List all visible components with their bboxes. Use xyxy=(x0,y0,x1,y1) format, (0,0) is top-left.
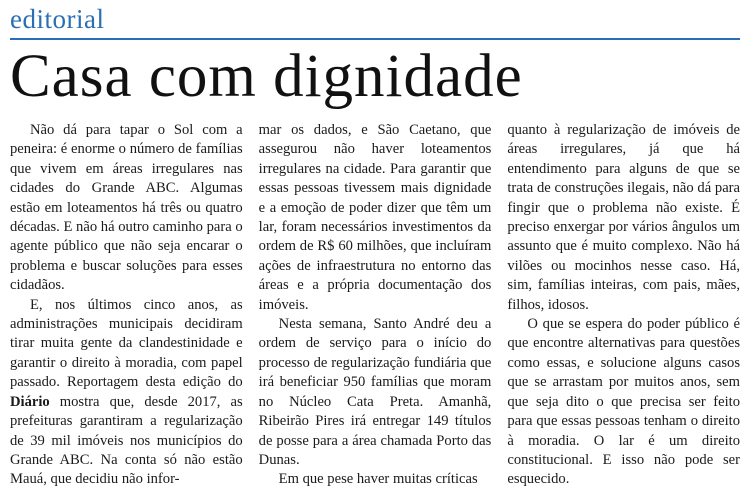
article-body xyxy=(10,121,741,488)
column-3 xyxy=(507,121,741,488)
section-label: editorial xyxy=(10,4,105,34)
paragraph-text: E, nos últimos cinco anos, as administrações municipais decidiram tirar muita gente da clandestinidade e garantir o direito à moradia, com papel passado. Reportagem desta edição do xyxy=(10,296,243,391)
paragraph xyxy=(10,296,243,490)
column-2 xyxy=(258,121,492,488)
paragraph: quanto à regularização de imóveis de áreas irregulares, já que há entendimento para alguns de que se trata de construções ilegais, não dá para fingir que o problema não existe. É preciso enxergar por vários ângulos um assunto que é muito complexo. Não há vilões ou mocinhos nesse caso. Há, sim, famílias inteiras, com pais, mães, filhos, idosos. xyxy=(507,122,741,313)
section-rule xyxy=(10,38,740,40)
column-1 xyxy=(10,121,243,488)
paragraph-text: mostra que, desde 2017, as prefeituras garantiram a regularização de 39 mil imóveis nos municípios do Grande ABC. Na conta só não estão Mauá, que decidiu não infor- xyxy=(10,393,243,488)
paragraph: Em que pese haver muitas críticas xyxy=(278,471,478,488)
paragraph: Nesta semana, Santo André deu a ordem de serviço para o início do processo de regularização fundiária que irá beneficiar 950 famílias que moram no Núcleo Cata Preta. Amanhã, Ribeirão Pires irá entregar 149 títulos de posse para a área chamada Porto das Dunas. xyxy=(258,316,492,468)
paragraph: mar os dados, e São Caetano, que assegurou não haver loteamentos irregulares na cidade. Para garantir que essas pessoas tivessem mais dignidade e a emoção de poder dizer que têm um lar, foram necessários investimentos da ordem de R$ 60 milhões, que incluíram ações de infraestrutura no entorno das áreas e a própria documentação dos imóveis. xyxy=(258,122,492,313)
paragraph: O que se espera do poder público é que encontre alternativas para questões como essas, e solucione alguns casos que se arrastam por muitos anos, sem que seja dito o que precisa ser feito para que essas pessoas tenham o direito à moradia. O lar é um direito constitucional. E isso não pode ser esquecido. xyxy=(507,316,741,488)
paragraph: Não dá para tapar o Sol com a peneira: é enorme o número de famílias que vivem em áreas irregulares nas cidades do Grande ABC. Algumas estão em loteamentos há três ou quatro décadas. E não há outro caminho para o agente público que não seja encarar o problema e buscar soluções para esses cidadãos. xyxy=(10,122,243,294)
headline: Casa com dignidade xyxy=(10,43,523,110)
newspaper-name: Diário xyxy=(10,393,50,410)
